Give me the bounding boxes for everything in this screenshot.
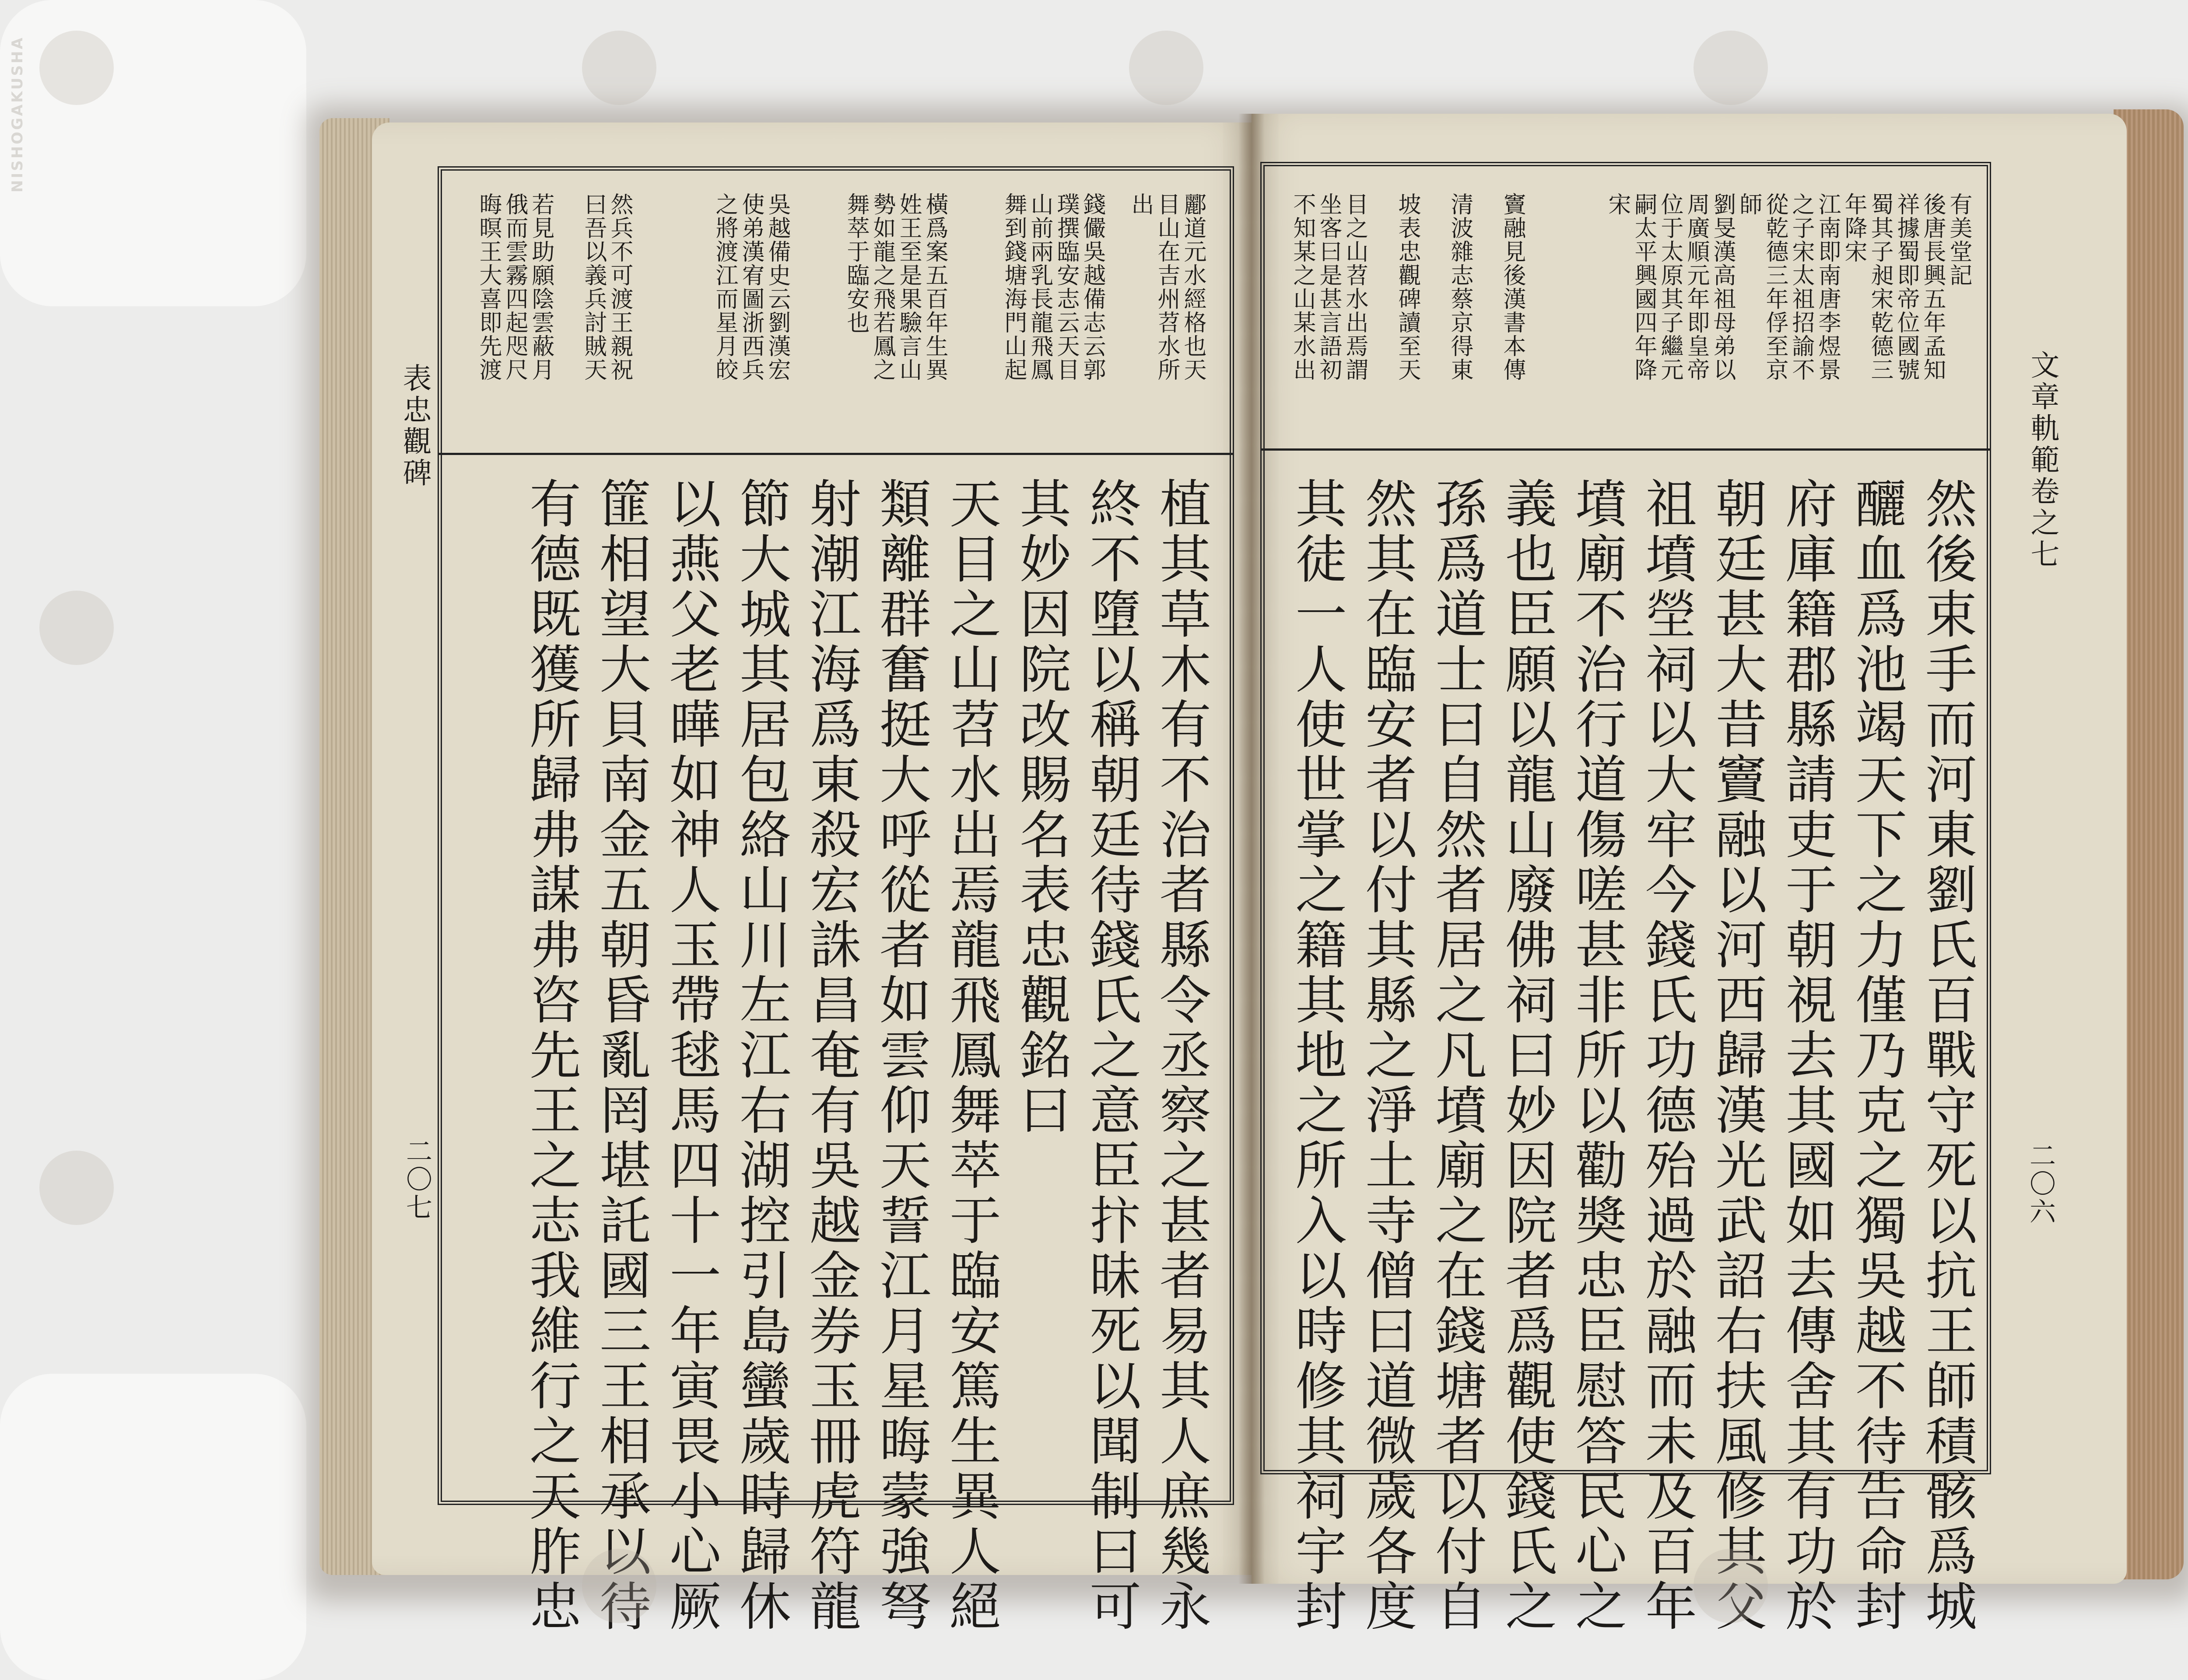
watermark-logo (1694, 31, 1768, 105)
right-note-column: 清波雜志蔡京得東 (1447, 192, 1473, 382)
right-note-column: 有美堂記 (1946, 192, 1972, 287)
watermark-logo (39, 1151, 114, 1225)
right-main-column: 孫爲道士曰自然者居之凡墳廟之在錢塘者以付自 (1427, 477, 1487, 1634)
right-note-column: 坐客曰是甚言語初 (1315, 192, 1342, 382)
left-main-column: 類離群奮挺大呼從者如雲仰天誓江月星晦蒙強弩 (871, 477, 931, 1634)
right-main-column: 府庫籍郡縣請吏于朝視去其國如去傳舍其有功於 (1777, 477, 1837, 1634)
left-note-column: 山前兩乳長龍飛鳳 (1027, 192, 1053, 382)
right-main-column: 其徒一人使世掌之籍其地之所入以時修其祠宇封 (1287, 477, 1347, 1634)
left-note-column: 舞到錢塘海門山起 (1000, 192, 1027, 382)
right-note-column: 師 (1736, 192, 1762, 216)
right-note-column: 後唐長興五年孟知 (1919, 192, 1946, 382)
right-main-column: 然後束手而河東劉氏百戰守死以抗王師積骸爲城 (1917, 477, 1977, 1634)
right-annotation-divider (1260, 448, 1991, 451)
watermark-logo (39, 31, 114, 105)
right-main-column: 然其在臨安者以付其縣之淨土寺僧曰道微歲各度 (1357, 477, 1417, 1634)
right-note-column: 不知某之山某水出 (1289, 192, 1315, 382)
left-main-column: 節大城其居包絡山川左江右湖控引島蠻歲時歸休 (731, 477, 791, 1634)
left-main-column: 以燕父老曄如神人玉帶毬馬四十一年寅畏小心厥 (661, 477, 721, 1634)
right-main-column: 朝廷甚大昔竇融以河西歸漢光武詔右扶風修其父 (1707, 477, 1767, 1634)
right-note-column: 年降宋 (1841, 192, 1867, 263)
right-note-column: 蜀其子昶宋乾德三 (1867, 192, 1893, 382)
left-main-column: 篚相望大貝南金五朝昏亂罔堪託國三王相承以待 (591, 477, 651, 1634)
watermark-logo (582, 31, 656, 105)
watermark-logo (582, 1549, 656, 1623)
left-note-column: 勢如龍之飛若鳳之 (869, 192, 895, 382)
left-running-title: 表忠觀碑 (398, 363, 431, 489)
left-annotation-divider (438, 453, 1234, 455)
right-main-column: 義也臣願以龍山廢佛祠曰妙因院者爲觀使錢氏之 (1497, 477, 1557, 1634)
right-running-title: 文章軌範卷之七 (2026, 350, 2059, 570)
right-note-column: 目之山苕水出焉謂 (1342, 192, 1368, 382)
right-main-column: 墳廟不治行道傷嗟甚非所以勸奬忠臣慰答民心之 (1567, 477, 1627, 1634)
left-note-column: 俄而雲霧四起咫尺 (501, 192, 528, 382)
left-note-column: 之將渡江而星月皎 (712, 192, 738, 382)
watermark-logo (39, 591, 114, 665)
right-note-column: 坡表忠觀碑讀至天 (1394, 192, 1420, 382)
background-corner-bl (0, 1374, 306, 1680)
right-note-column: 竇融見後漢書本傳 (1499, 192, 1525, 382)
watermark-text: NISHOGAKUSHA (9, 36, 26, 192)
right-note-column: 劉旻漢高祖母弟以 (1709, 192, 1736, 382)
left-note-column: 晦暝王大喜即先渡 (475, 192, 501, 382)
left-note-column: 目山在吉州苕水所 (1154, 192, 1180, 382)
left-note-column: 酈道元水經格也天 (1180, 192, 1206, 382)
right-note-column: 嗣太平興國四年降 (1630, 192, 1657, 382)
left-main-column: 其妙因院改賜名表忠觀銘曰 (1011, 477, 1071, 1138)
left-note-column: 使弟漢宥圖浙西兵 (738, 192, 764, 382)
left-note-column: 若見助願陰雲蔽月 (528, 192, 554, 382)
right-note-column: 從乾德三年俘至京 (1762, 192, 1788, 382)
watermark-logo (1129, 31, 1203, 105)
left-note-column: 橫爲案五百年生異 (922, 192, 948, 382)
right-note-column: 周廣順元年即皇帝 (1683, 192, 1709, 382)
right-note-column: 祥據蜀即帝位國號 (1893, 192, 1919, 382)
left-main-column: 終不墮以稱朝廷待錢氏之意臣抃昧死以聞制曰可 (1081, 477, 1141, 1634)
right-main-column: 祖墳塋祠以大牢今錢氏功德殆過於融而未及百年 (1637, 477, 1697, 1634)
left-main-column: 射潮江海爲東殺宏誅昌奄有吳越金券玉冊虎符龍 (801, 477, 861, 1634)
left-main-column: 植其草木有不治者縣令丞察之甚者易其人庶幾永 (1151, 477, 1211, 1634)
left-note-column: 璞撰臨安志云天目 (1053, 192, 1079, 382)
left-note-column: 姓王至是果驗言山 (895, 192, 922, 382)
right-main-column: 釃血爲池竭天下之力僅乃克之獨吳越不待告命封 (1847, 477, 1907, 1634)
left-main-column: 天目之山苕水出焉龍飛鳳舞萃于臨安篤生異人絕 (941, 477, 1001, 1634)
right-note-column: 之子宋太祖招諭不 (1788, 192, 1814, 382)
left-page-number: 二〇七 (402, 1138, 432, 1222)
right-note-column: 江南即南唐李煜景 (1814, 192, 1841, 382)
right-note-column: 宋 (1604, 192, 1630, 216)
left-note-column: 出 (1127, 192, 1154, 216)
left-main-column: 有德既獲所歸弗謀弗咨先王之志我維行之天胙忠 (521, 477, 581, 1634)
left-note-column: 舞萃于臨安也 (843, 192, 869, 334)
left-note-column: 吳越備史云劉漢宏 (764, 192, 790, 382)
left-note-column: 錢儼吳越備志云郭 (1079, 192, 1105, 382)
left-note-column: 然兵不可渡王親祝 (607, 192, 633, 382)
watermark-logo (1694, 1549, 1768, 1623)
right-page-number: 二〇六 (2025, 1142, 2056, 1226)
left-note-column: 曰吾以義兵討賊天 (580, 192, 607, 382)
right-note-column: 位于太原其子繼元 (1657, 192, 1683, 382)
